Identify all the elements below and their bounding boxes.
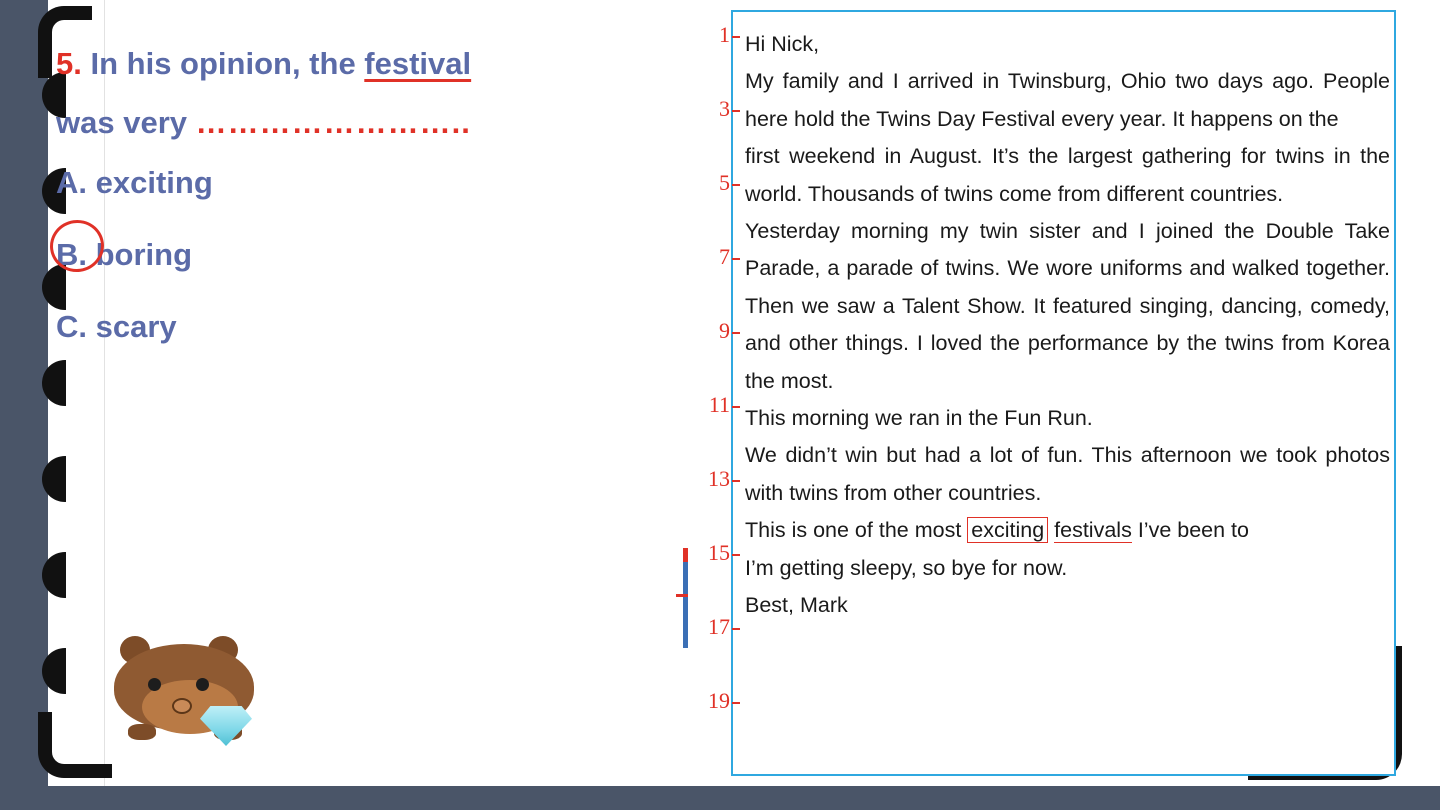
passage-paragraph-5: We didn’t win but had a lot of fun. This afternoon we took photos with twins from other countries. xyxy=(745,443,1390,505)
option-c-label: scary xyxy=(95,309,177,345)
passage-paragraph-4: This morning we ran in the Fun Run. xyxy=(745,406,1093,431)
question-panel xyxy=(56,48,676,381)
passage-signature: Best, Mark xyxy=(745,593,848,618)
question-blank-dots: …………………….. xyxy=(195,104,471,140)
line-number: 1 xyxy=(719,22,730,47)
question-number: 5. xyxy=(56,46,82,81)
option-a-label: exciting xyxy=(95,165,213,201)
passage-paragraph-2: first weekend in August. It’s the largest gathering for twins in the world. Thousands of twins come from different countries. xyxy=(745,144,1390,206)
question-stem-line1 xyxy=(56,48,676,81)
passage-text[interactable] xyxy=(745,26,1390,768)
option-b-letter: B. xyxy=(56,237,87,273)
question-stem-underlined: festival xyxy=(364,46,472,81)
cursor-tick-mark xyxy=(676,594,688,597)
line-number: 15 xyxy=(708,540,730,565)
line-number-gutter xyxy=(690,22,740,768)
corner-bracket-bottom-left xyxy=(38,712,112,778)
option-c[interactable] xyxy=(56,309,676,345)
underlined-word-festivals: festivals xyxy=(1054,518,1132,543)
option-b[interactable] xyxy=(56,237,676,273)
line-number: 13 xyxy=(708,466,730,491)
question-stem-text2: was very xyxy=(56,104,196,140)
passage-paragraph-1: My family and I arrived in Twinsburg, Ohio two days ago. People here hold the Twins Day Festival every year. It happens on the xyxy=(745,69,1390,131)
passage-sentence-end: I’ve been to xyxy=(1137,518,1249,543)
option-b-label: boring xyxy=(95,237,193,273)
text-cursor-red xyxy=(683,548,688,562)
passage-paragraph-6 xyxy=(745,512,1390,549)
question-stem-line2 xyxy=(56,104,676,140)
question-stem-text: In his opinion, the xyxy=(90,46,365,81)
line-number: 9 xyxy=(719,318,730,343)
passage-sentence-head: This is one of the most xyxy=(745,518,968,543)
option-c-letter: C. xyxy=(56,309,87,345)
option-a-letter: A. xyxy=(56,165,87,201)
hamster-mascot-icon xyxy=(104,630,274,750)
highlighted-word-exciting[interactable]: exciting xyxy=(967,517,1048,543)
line-number: 19 xyxy=(708,688,730,713)
text-selection-bar[interactable] xyxy=(683,548,688,648)
passage-paragraph-7: I’m getting sleepy, so bye for now. xyxy=(745,555,1068,580)
passage-paragraph-3: Yesterday morning my twin sister and I joined the Double Take Parade, a parade of twins. We wore uniforms and walked together. Then we saw a Talent Show. It featured singing, dancing, comedy, and other things. I loved the performance by the twins from Korea the most. xyxy=(745,219,1390,393)
line-number: 5 xyxy=(719,170,730,195)
line-number: 7 xyxy=(719,244,730,269)
gem-icon xyxy=(200,706,252,746)
line-number: 17 xyxy=(708,614,730,639)
passage-greeting: Hi Nick, xyxy=(745,32,820,56)
line-number: 3 xyxy=(719,96,730,121)
line-number: 11 xyxy=(708,392,730,417)
option-a[interactable] xyxy=(56,165,676,201)
